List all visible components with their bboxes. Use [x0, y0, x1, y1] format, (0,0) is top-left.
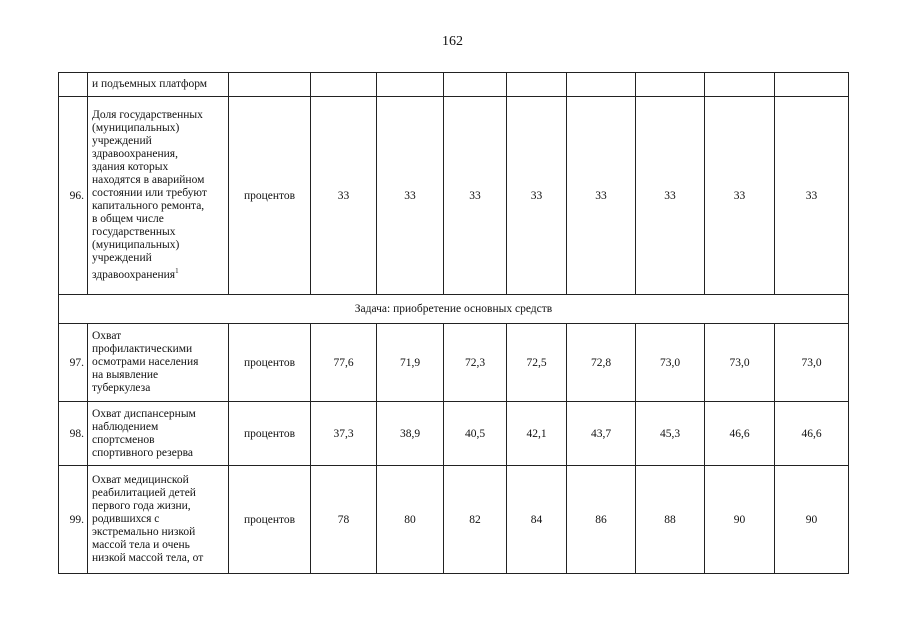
- description-line: реабилитацией детей: [92, 487, 196, 499]
- value-cell: [636, 73, 705, 97]
- unit-cell: процентов: [229, 466, 311, 574]
- description-cell: [88, 402, 229, 466]
- value-cell: 33: [775, 97, 849, 295]
- row-number-cell: [59, 73, 88, 97]
- value-cell: 73,0: [705, 324, 775, 402]
- description-line: туберкулеза: [92, 382, 151, 394]
- description-line: Охват диспансерным: [92, 407, 196, 420]
- table-row: [59, 97, 849, 295]
- value-cell: 88: [636, 466, 705, 574]
- description-line: экстремально низкой: [92, 526, 196, 538]
- row-number-cell: 97.: [59, 324, 88, 402]
- value-cell: [775, 73, 849, 97]
- value-cell: 72,3: [444, 324, 507, 402]
- value-cell: 71,9: [377, 324, 444, 402]
- description-line: капитального ремонта,: [92, 200, 205, 213]
- description-line: (муниципальных): [92, 239, 180, 252]
- description-line: Доля государственных: [92, 109, 203, 122]
- value-cell: [377, 73, 444, 97]
- value-cell: 84: [507, 466, 567, 574]
- description-line: спортсменов: [92, 433, 155, 446]
- row-number-cell: 96.: [59, 97, 88, 295]
- description-line: наблюдением: [92, 420, 159, 433]
- description-line: здания которых: [92, 161, 169, 174]
- description-line: на выявление: [92, 369, 159, 381]
- description-line: родившихся с: [92, 513, 160, 525]
- description-line: низкой массой тела, от: [92, 552, 204, 564]
- value-cell: 82: [444, 466, 507, 574]
- description-cell: и подъемных платформ: [88, 73, 229, 97]
- value-cell: 37,3: [311, 402, 377, 466]
- description-line: массой тела и очень: [92, 539, 190, 551]
- description-line: находятся в аварийном: [92, 174, 205, 187]
- page-number: 162: [442, 34, 463, 49]
- task-heading: Задача: приобретение основных средств: [59, 295, 849, 324]
- value-cell: 43,7: [567, 402, 636, 466]
- value-cell: 40,5: [444, 402, 507, 466]
- description-cell: [88, 324, 229, 402]
- table-row: [59, 324, 849, 402]
- value-cell: 33: [705, 97, 775, 295]
- value-cell: 33: [444, 97, 507, 295]
- value-cell: [311, 73, 377, 97]
- value-cell: 38,9: [377, 402, 444, 466]
- unit-cell: процентов: [229, 97, 311, 295]
- value-cell: 72,8: [567, 324, 636, 402]
- task-row: [59, 295, 849, 324]
- table-row-continuation: [59, 73, 849, 97]
- description-line: государственных: [92, 226, 176, 239]
- description-line: здравоохранения$^1$: [92, 267, 179, 281]
- unit-cell: [229, 73, 311, 97]
- row-number-cell: 99.: [59, 466, 88, 574]
- value-cell: 46,6: [705, 402, 775, 466]
- description-line: спортивного резерва: [92, 446, 193, 459]
- description-line: в общем числе: [92, 213, 164, 226]
- value-cell: 46,6: [775, 402, 849, 466]
- row-number-cell: 98.: [59, 402, 88, 466]
- value-cell: 72,5: [507, 324, 567, 402]
- value-cell: [567, 73, 636, 97]
- description-line: Охват медицинской: [92, 474, 189, 486]
- value-cell: 90: [705, 466, 775, 574]
- description-cell: [88, 466, 229, 574]
- value-cell: [444, 73, 507, 97]
- value-cell: 73,0: [775, 324, 849, 402]
- value-cell: 33: [636, 97, 705, 295]
- value-cell: 45,3: [636, 402, 705, 466]
- value-cell: 42,1: [507, 402, 567, 466]
- value-cell: 33: [311, 97, 377, 295]
- description-line: осмотрами населения: [92, 356, 199, 368]
- description-line: состоянии или требуют: [92, 187, 207, 200]
- value-cell: 33: [377, 97, 444, 295]
- unit-cell: процентов: [229, 402, 311, 466]
- value-cell: 73,0: [636, 324, 705, 402]
- value-cell: 33: [507, 97, 567, 295]
- value-cell: [507, 73, 567, 97]
- table-row: [59, 466, 849, 574]
- description-cell: [88, 97, 229, 295]
- description-line: первого года жизни,: [92, 500, 191, 512]
- description-line: здравоохранения,: [92, 148, 178, 161]
- value-cell: 86: [567, 466, 636, 574]
- description-line: Охват: [92, 330, 122, 342]
- description-line: учреждений: [92, 135, 152, 148]
- value-cell: [705, 73, 775, 97]
- value-cell: 33: [567, 97, 636, 295]
- description-line: учреждений: [92, 252, 152, 265]
- description-line: профилактическими: [92, 343, 193, 355]
- value-cell: 78: [311, 466, 377, 574]
- indicators-table: [58, 72, 849, 574]
- table-row: [59, 402, 849, 466]
- value-cell: 77,6: [311, 324, 377, 402]
- value-cell: 90: [775, 466, 849, 574]
- footnote-mark: 1: [175, 267, 179, 276]
- description-line: (муниципальных): [92, 122, 180, 135]
- unit-cell: процентов: [229, 324, 311, 402]
- table-body: [59, 73, 849, 574]
- value-cell: 80: [377, 466, 444, 574]
